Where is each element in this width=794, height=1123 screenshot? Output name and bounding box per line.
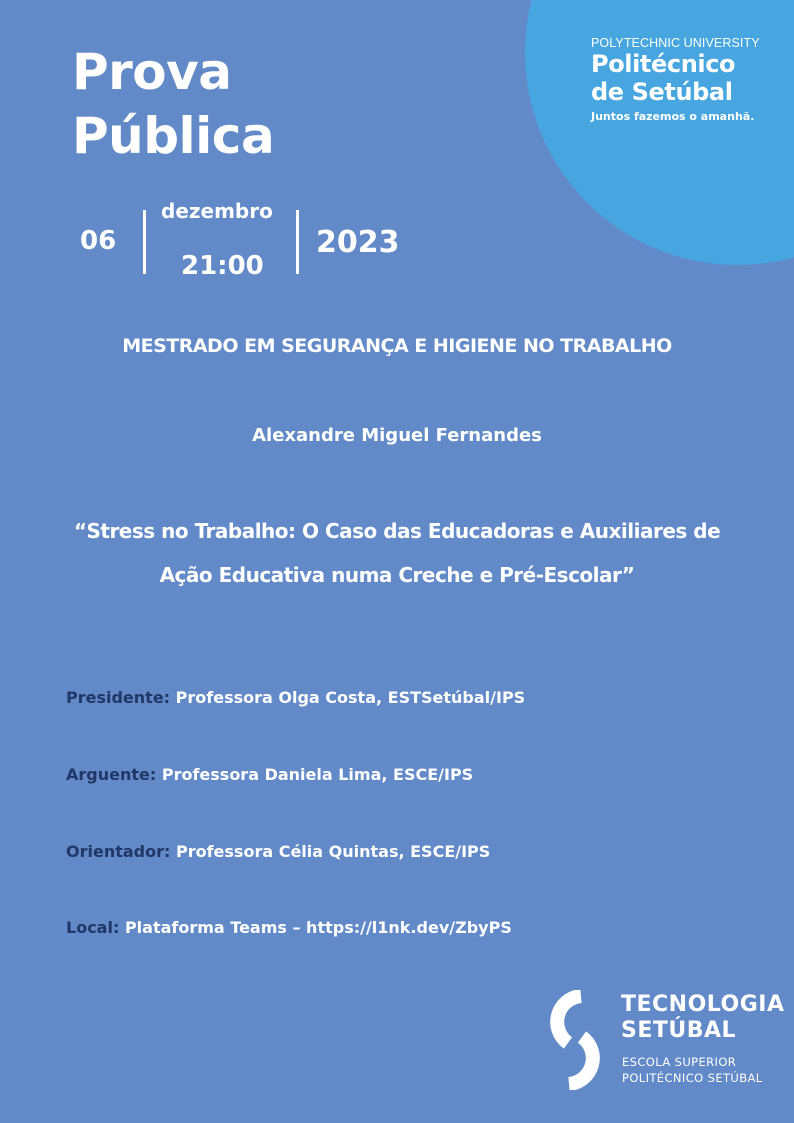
university-logo [591, 36, 781, 123]
page-title [72, 40, 274, 168]
arguente-value: Professora Daniela Lima, ESCE/IPS [161, 765, 474, 784]
university-name-line1: Politécnico [591, 50, 736, 78]
arguente-label: Arguente: [66, 765, 157, 784]
school-name [621, 992, 785, 1044]
school-mark-icon [543, 990, 607, 1090]
school-sub-line1: ESCOLA SUPERIOR [622, 1055, 737, 1069]
school-name-line2: SETÚBAL [621, 1018, 737, 1043]
school-sub-line2: POLITÉCNICO SETÚBAL [622, 1071, 763, 1085]
committee-arguente [66, 765, 473, 784]
university-name-line2: de Setúbal [591, 78, 733, 106]
university-top-label: POLYTECHNIC UNIVERSITY [591, 36, 760, 50]
date-year: 2023 [316, 225, 400, 260]
date-divider-left [143, 210, 146, 274]
orientador-value: Professora Célia Quintas, ESCE/IPS [175, 842, 491, 861]
title-line1: Prova [72, 43, 232, 101]
program-name: MESTRADO EM SEGURANÇA E HIGIENE NO TRABALHO [122, 335, 672, 357]
title-line2: Pública [72, 107, 275, 165]
committee-orientador [66, 842, 490, 861]
local-label: Local: [66, 918, 120, 937]
event-location [66, 918, 512, 937]
date-month: dezembro [161, 199, 273, 223]
author-name: Alexandre Miguel Fernandes [252, 425, 542, 446]
committee-presidente [66, 688, 525, 707]
university-slogan: Juntos fazemos o amanhã. [591, 110, 755, 123]
date-divider-right [296, 210, 299, 274]
school-logo [543, 990, 783, 1090]
thesis-title: “Stress no Trabalho: O Caso das Educadoras e Auxiliares de Ação Educativa numa Creche e Pré-Escolar” [73, 519, 721, 587]
date-day: 06 [80, 226, 117, 256]
date-time: 21:00 [181, 251, 264, 281]
orientador-label: Orientador: [66, 842, 171, 861]
local-value: Plataforma Teams – https://l1nk.dev/ZbyPS [124, 918, 512, 937]
presidente-value: Professora Olga Costa, ESTSetúbal/IPS [175, 688, 526, 707]
school-name-line1: TECNOLOGIA [621, 992, 785, 1017]
school-subtitle [622, 1054, 763, 1086]
presidente-label: Presidente: [66, 688, 171, 707]
